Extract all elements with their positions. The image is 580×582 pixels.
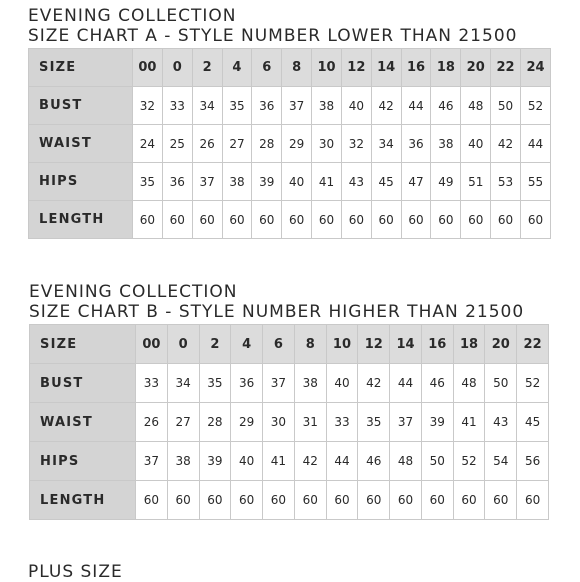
measurement-cell: 26 — [136, 403, 168, 442]
size-header-row — [30, 325, 549, 364]
measurement-cell: 39 — [199, 442, 231, 481]
measurement-cell: 60 — [252, 201, 282, 239]
size-header-cell: 6 — [252, 49, 282, 87]
measurement-row-hips — [30, 442, 549, 481]
measurement-cell: 60 — [294, 481, 326, 520]
measurement-row-bust — [29, 87, 551, 125]
measurement-cell: 60 — [136, 481, 168, 520]
measurement-cell: 52 — [520, 87, 550, 125]
measurement-cell: 27 — [222, 125, 252, 163]
measurement-cell: 40 — [282, 163, 312, 201]
measurement-cell: 44 — [520, 125, 550, 163]
chart-b-collection-title: EVENING COLLECTION — [29, 282, 238, 302]
row-label-length: LENGTH — [29, 201, 133, 239]
size-header-cell: 14 — [390, 325, 422, 364]
measurement-cell: 36 — [231, 364, 263, 403]
measurement-row-waist — [29, 125, 551, 163]
size-header-cell: 8 — [282, 49, 312, 87]
size-header-cell: 20 — [485, 325, 517, 364]
measurement-cell: 52 — [453, 442, 485, 481]
measurement-cell: 60 — [421, 481, 453, 520]
measurement-cell: 38 — [222, 163, 252, 201]
plus-size-section — [28, 562, 123, 582]
measurement-cell: 26 — [192, 125, 222, 163]
measurement-cell: 28 — [199, 403, 231, 442]
measurement-cell: 45 — [371, 163, 401, 201]
measurement-cell: 60 — [192, 201, 222, 239]
measurement-cell: 36 — [162, 163, 192, 201]
measurement-cell: 60 — [133, 201, 163, 239]
size-chart-a-section — [28, 6, 551, 239]
measurement-cell: 27 — [167, 403, 199, 442]
measurement-cell: 25 — [162, 125, 192, 163]
size-header-cell: 18 — [431, 49, 461, 87]
measurement-cell: 34 — [192, 87, 222, 125]
measurement-cell: 41 — [312, 163, 342, 201]
measurement-cell: 36 — [252, 87, 282, 125]
measurement-row-waist — [30, 403, 549, 442]
measurement-cell: 37 — [390, 403, 422, 442]
measurement-cell: 60 — [491, 201, 521, 239]
size-header-cell: 2 — [192, 49, 222, 87]
measurement-cell: 60 — [341, 201, 371, 239]
measurement-cell: 53 — [491, 163, 521, 201]
measurement-cell: 41 — [453, 403, 485, 442]
measurement-cell: 34 — [371, 125, 401, 163]
measurement-cell: 60 — [485, 481, 517, 520]
measurement-cell: 30 — [263, 403, 295, 442]
size-header-cell: 14 — [371, 49, 401, 87]
size-header-cell: 00 — [136, 325, 168, 364]
measurement-cell: 28 — [252, 125, 282, 163]
measurement-cell: 43 — [485, 403, 517, 442]
measurement-cell: 42 — [371, 87, 401, 125]
measurement-cell: 35 — [133, 163, 163, 201]
measurement-cell: 24 — [133, 125, 163, 163]
measurement-cell: 35 — [199, 364, 231, 403]
row-label-waist: WAIST — [30, 403, 136, 442]
measurement-cell: 50 — [485, 364, 517, 403]
measurement-row-length — [30, 481, 549, 520]
chart-a-collection-title: EVENING COLLECTION — [28, 6, 237, 26]
measurement-cell: 60 — [326, 481, 358, 520]
measurement-cell: 60 — [199, 481, 231, 520]
measurement-cell: 60 — [401, 201, 431, 239]
measurement-cell: 40 — [341, 87, 371, 125]
measurement-cell: 51 — [461, 163, 491, 201]
size-header-cell: 22 — [517, 325, 549, 364]
measurement-cell: 40 — [326, 364, 358, 403]
measurement-cell: 37 — [136, 442, 168, 481]
size-header-cell: 00 — [133, 49, 163, 87]
size-header-cell: 0 — [167, 325, 199, 364]
row-label-hips: HIPS — [30, 442, 136, 481]
measurement-cell: 55 — [520, 163, 550, 201]
chart-a-subtitle: SIZE CHART A - STYLE NUMBER LOWER THAN 21500 — [28, 26, 518, 46]
measurement-cell: 44 — [401, 87, 431, 125]
measurement-cell: 60 — [371, 201, 401, 239]
measurement-cell: 38 — [167, 442, 199, 481]
measurement-cell: 44 — [390, 364, 422, 403]
measurement-cell: 38 — [312, 87, 342, 125]
size-header-cell: 10 — [326, 325, 358, 364]
measurement-cell: 31 — [294, 403, 326, 442]
measurement-cell: 33 — [162, 87, 192, 125]
measurement-cell: 38 — [294, 364, 326, 403]
size-chart-a-table — [28, 48, 551, 239]
measurement-cell: 40 — [231, 442, 263, 481]
measurement-cell: 60 — [231, 481, 263, 520]
measurement-cell: 39 — [252, 163, 282, 201]
size-header-cell: 16 — [401, 49, 431, 87]
measurement-cell: 60 — [222, 201, 252, 239]
measurement-cell: 49 — [431, 163, 461, 201]
measurement-cell: 50 — [421, 442, 453, 481]
measurement-row-bust — [30, 364, 549, 403]
measurement-cell: 60 — [358, 481, 390, 520]
measurement-cell: 40 — [461, 125, 491, 163]
measurement-cell: 54 — [485, 442, 517, 481]
row-label-length: LENGTH — [30, 481, 136, 520]
size-header-row — [29, 49, 551, 87]
measurement-cell: 37 — [263, 364, 295, 403]
size-header-cell: 4 — [222, 49, 252, 87]
measurement-cell: 60 — [162, 201, 192, 239]
size-header-cell: 2 — [199, 325, 231, 364]
measurement-cell: 48 — [461, 87, 491, 125]
measurement-cell: 60 — [312, 201, 342, 239]
measurement-cell: 60 — [453, 481, 485, 520]
size-header-cell: 0 — [162, 49, 192, 87]
measurement-cell: 35 — [222, 87, 252, 125]
measurement-cell: 60 — [167, 481, 199, 520]
measurement-row-length — [29, 201, 551, 239]
size-chart-b-table — [29, 324, 549, 520]
measurement-cell: 48 — [390, 442, 422, 481]
measurement-cell: 33 — [136, 364, 168, 403]
measurement-cell: 56 — [517, 442, 549, 481]
size-header-cell: 6 — [263, 325, 295, 364]
measurement-cell: 46 — [358, 442, 390, 481]
measurement-cell: 29 — [282, 125, 312, 163]
plus-size-title: PLUS SIZE — [28, 562, 123, 582]
measurement-cell: 47 — [401, 163, 431, 201]
size-header-label: SIZE — [29, 49, 133, 87]
measurement-cell: 60 — [461, 201, 491, 239]
measurement-cell: 46 — [421, 364, 453, 403]
chart-b-subtitle: SIZE CHART B - STYLE NUMBER HIGHER THAN 21500 — [29, 302, 525, 322]
size-header-cell: 18 — [453, 325, 485, 364]
measurement-cell: 45 — [517, 403, 549, 442]
size-header-cell: 4 — [231, 325, 263, 364]
measurement-cell: 50 — [491, 87, 521, 125]
measurement-cell: 30 — [312, 125, 342, 163]
measurement-cell: 48 — [453, 364, 485, 403]
row-label-hips: HIPS — [29, 163, 133, 201]
measurement-cell: 36 — [401, 125, 431, 163]
measurement-cell: 33 — [326, 403, 358, 442]
measurement-cell: 43 — [341, 163, 371, 201]
size-header-cell: 16 — [421, 325, 453, 364]
measurement-cell: 37 — [192, 163, 222, 201]
size-header-cell: 22 — [491, 49, 521, 87]
size-header-cell: 8 — [294, 325, 326, 364]
measurement-cell: 41 — [263, 442, 295, 481]
measurement-cell: 37 — [282, 87, 312, 125]
measurement-cell: 60 — [431, 201, 461, 239]
measurement-cell: 42 — [491, 125, 521, 163]
size-header-cell: 12 — [358, 325, 390, 364]
measurement-cell: 44 — [326, 442, 358, 481]
measurement-cell: 42 — [294, 442, 326, 481]
measurement-cell: 39 — [421, 403, 453, 442]
size-header-label: SIZE — [30, 325, 136, 364]
row-label-bust: BUST — [30, 364, 136, 403]
measurement-row-hips — [29, 163, 551, 201]
measurement-cell: 52 — [517, 364, 549, 403]
size-chart-b-section — [29, 282, 549, 520]
measurement-cell: 34 — [167, 364, 199, 403]
row-label-waist: WAIST — [29, 125, 133, 163]
measurement-cell: 35 — [358, 403, 390, 442]
measurement-cell: 32 — [341, 125, 371, 163]
measurement-cell: 29 — [231, 403, 263, 442]
size-header-cell: 10 — [312, 49, 342, 87]
measurement-cell: 32 — [133, 87, 163, 125]
measurement-cell: 46 — [431, 87, 461, 125]
measurement-cell: 60 — [390, 481, 422, 520]
measurement-cell: 38 — [431, 125, 461, 163]
measurement-cell: 60 — [520, 201, 550, 239]
measurement-cell: 42 — [358, 364, 390, 403]
row-label-bust: BUST — [29, 87, 133, 125]
size-header-cell: 24 — [520, 49, 550, 87]
measurement-cell: 60 — [517, 481, 549, 520]
measurement-cell: 60 — [282, 201, 312, 239]
size-header-cell: 12 — [341, 49, 371, 87]
measurement-cell: 60 — [263, 481, 295, 520]
size-header-cell: 20 — [461, 49, 491, 87]
